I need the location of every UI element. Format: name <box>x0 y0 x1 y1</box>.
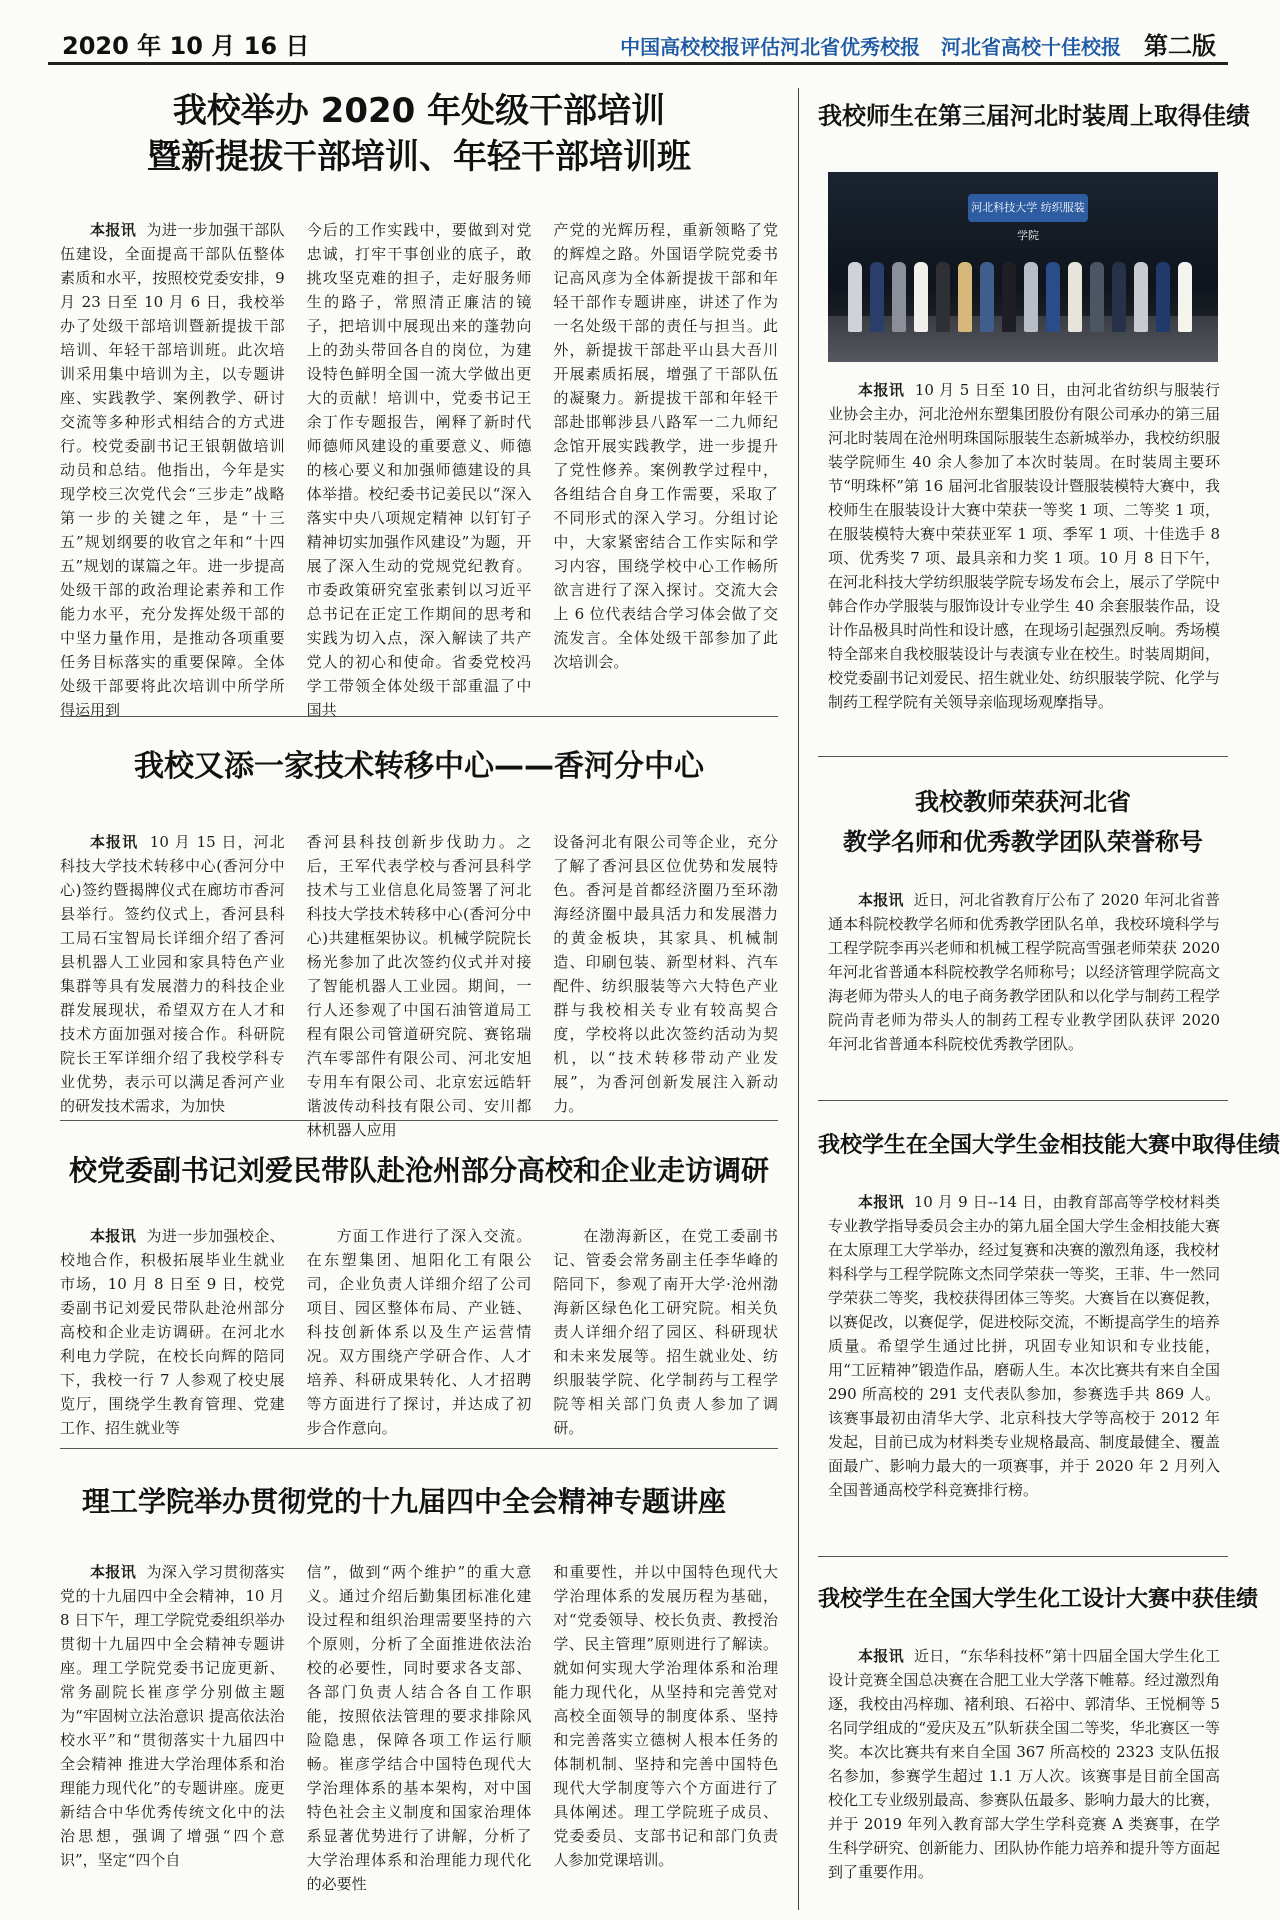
article-metallography-contest <box>818 1126 1280 1166</box>
body-text: 10 月 5 日至 10 日，由河北省纺织与服装行业协会主办，河北沧州东塑集团股份有限公司承办的第三届河北时装周在沧州明珠国际服装生态新城举办，我校纺织服装学院师生 40 余人参加了本次时装周。在时装周主要环节“明珠杯”第 16 届河北省服装设计暨服装模特大赛中，我校师生在服装设计大赛中荣获一等奖 1 项、二等奖 1 项，在服装模特大赛中荣获亚军 1 项、季军 1 项、十佳选手 8 项、优秀奖 7 项、最具亲和力奖 1 项。10 月 8 日下午，在河北科技大学纺织服装学院专场发布会上，展示了学院中韩合作办学服装与服饰设计专业学生 40 余套服装作品，设计作品极具时尚性和设计感，在现场引起强烈反响。秀场模特全部来自我校服装设计与表演专业在校生。时装周期间，校党委副书记刘爱民、招生就业处、纺织服装学院、化学与制药工程学院有关领导亲临现场观摩指导。 <box>828 381 1220 711</box>
body-column-3 <box>553 218 778 722</box>
body-column-2 <box>307 218 532 722</box>
model-figure <box>1068 262 1082 332</box>
source-tag: 本报讯 <box>90 1563 137 1581</box>
article-title-line1: 我校举办 2020 年处级干部培训 <box>172 91 666 131</box>
model-figure <box>980 262 994 332</box>
honor-excellent-paper: 中国高校校报评估河北省优秀校报 <box>620 35 921 59</box>
article-teacher-honors <box>818 782 1228 862</box>
body-text: 今后的工作实践中，要做到对党忠诚，打牢干事创业的底子，敢挑攻坚克难的担子，走好服务师生的路子，常照清正廉洁的镜子，把培训中展现出来的蓬勃向上的劲头带回各自的岗位，为建设特色鲜明全国一流大学做出更大的贡献！培训中，党委书记王余丁作专题报告，阐释了新时代师德师风建设的重要意义、师德的核心要义和加强师德建设的具体举措。校纪委书记姜民以“深入落实中央八项规定精神 以钉钉子精神切实加强作风建设”为题，开展了深入生动的党规党纪教育。市委政策研究室张素钊以习近平总书记在正定工作期间的思考和实践为切入点，深入解读了共产党人的初心和使命。省委党校冯学工带领全体处级干部重温了中国共 <box>306 221 532 719</box>
edition-label: 第二版 <box>1144 32 1216 60</box>
article-title-line1: 我校教师荣获河北省 <box>915 788 1131 816</box>
body-column-2 <box>307 1560 532 1900</box>
article-body <box>60 218 778 719</box>
body-column-3 <box>553 830 778 1142</box>
body-text: 为进一步加强干部队伍建设，全面提高干部队伍整体素质和水平，按照校党委安排，9 月 23 日至 10 月 6 日，我校举办了处级干部培训暨新提拔干部培训、年轻干部培训班。此次培训采用集中培训为主，以专题讲座、实践教学、案例教学、研讨交流等多种形式相结合的方式进行。校党委副书记王银朝做培训动员和总结。他指出，今年是实现学校三次党代会“三步走”战略第一步的关键之年，是“十三五”规划纲要的收官之年和“十四五”规划的谋篇之年。进一步提高处级干部的政治理论素养和工作能力水平，充分发挥处级干部的中坚力量作用，是推动各项重要任务目标落实的重要保障。全体处级干部要将此次培训中所学所得运用到 <box>60 221 285 719</box>
fashion-show-photo <box>828 172 1218 362</box>
section-divider <box>60 716 778 717</box>
article-title: 我校师生在第三届河北时装周上取得佳绩 <box>818 102 1250 130</box>
article-cadre-training <box>60 88 778 180</box>
source-tag: 本报讯 <box>858 891 904 909</box>
section-divider <box>818 756 1228 757</box>
section-divider <box>60 1120 778 1121</box>
body-column-1 <box>60 830 285 1142</box>
article-title: 理工学院举办贯彻党的十九届四中全会精神专题讲座 <box>81 1485 726 1518</box>
model-figure <box>1134 262 1148 332</box>
article-chem-design-contest <box>818 1580 1259 1620</box>
body-column-1 <box>60 1224 285 1440</box>
source-tag: 本报讯 <box>858 1647 904 1665</box>
body-text: 和重要性，并以中国特色现代大学治理体系的发展历程为基础，对“党委领导、校长负责、教授治学、民主管理”原则进行了解读。就如何实现大学治理体系和治理能力现代化，从坚持和完善党对高校全面领导的制度体系、坚持和完善落实立德树人根本任务的体制机制、坚持和完善中国特色现代大学制度等六个方面进行了具体阐述。理工学院班子成员、党委委员、支部书记和部门负责人参加党课培训。 <box>553 1563 778 1869</box>
body-text: 近日，河北省教育厅公布了 2020 年河北省普通本科院校教学名师和优秀教学团队名单，我校环境科学与工程学院李再兴老师和机械工程学院高雪强老师荣获 2020 年河北省普通本科院校教学名师称号；以经济管理学院高文海老师为带头人的电子商务教学团队和以化学与制药工程学院尚青老师为带头人的制药工程专业教学团队获评 2020 年河北省普通本科院校优秀教学团队。 <box>828 891 1220 1053</box>
body-text: 10 月 9 日--14 日，由教育部高等学校材料类专业教学指导委员会主办的第九届全国大学生金相技能大赛在太原理工大学举办，经过复赛和决赛的激烈角逐，我校材料科学与工程学院陈文杰同学荣获一等奖，王菲、牛一然同学荣获二等奖，我校获得团体三等奖。大赛旨在以赛促教，以赛促改，以赛促学，促进校际交流，不断提高学生的培养质量。希望学生通过比拼，巩固专业知识和专业技能，用“工匠精神”锻造作品，磨砺人生。本次比赛共有来自全国 290 所高校的 291 支代表队参加，参赛选手共 869 人。该赛事最初由清华大学、北京科技大学等高校于 2012 年发起，目前已成为材料类专业规格最高、制度最健全、覆盖面最广、影响力最大的一项赛事，并于 2020 年 2 月列入全国普通高校学科竞赛排行榜。 <box>828 1193 1220 1499</box>
masthead <box>48 22 1228 65</box>
article-body <box>828 378 1220 742</box>
article-body <box>60 1560 778 1900</box>
issue-date: 2020 年 10 月 16 日 <box>62 32 310 60</box>
body-text: 10 月 15 日，河北科技大学技术转移中心(香河分中心)签约暨揭牌仪式在廊坊市香河县举行。签约仪式上，香河县科工局石宝智局长详细介绍了香河县机器人工业园和家具特色产业集群等具有发展潜力的科技企业群发展现状，希望双方在人才和技术方面加强对接合作。科研院院长王军详细介绍了我校学科专业优势，表示可以满足香河产业的研发技术需求，为加快 <box>60 833 285 1115</box>
column-divider <box>798 88 799 1910</box>
model-figure <box>1002 262 1016 332</box>
section-divider <box>818 1556 1228 1557</box>
body-column-3 <box>553 1224 778 1440</box>
model-figure <box>936 262 950 332</box>
body-text: 在渤海新区，在党工委副书记、管委会常务副主任李华峰的陪同下，参观了南开大学·沧州渤海新区绿色化工研究院。相关负责人详细介绍了园区、科研现状和未来发展等。招生就业处、纺织服装学院、化学制药与工程学院等相关部门负责人参加了调研。 <box>553 1227 778 1437</box>
article-body <box>60 830 778 1139</box>
model-figure <box>914 262 928 332</box>
university-logo: 河北科技大学 纺织服装学院 <box>968 194 1088 222</box>
source-tag: 本报讯 <box>858 381 905 399</box>
model-figure <box>1178 262 1192 332</box>
source-tag: 本报讯 <box>90 1227 137 1245</box>
body-text: 产党的光辉历程，重新领略了党的辉煌之路。外国语学院党委书记高风彦为全体新提拔干部和年轻干部作专题讲座，讲述了作为一名处级干部的责任与担当。此外，新提拔干部赴平山县大吾川开展素质拓展，增强了干部队伍的凝聚力。新提拔干部和年轻干部赴邯郸涉县八路军一二九师纪念馆开展实践教学，进一步提升了党性修养。案例教学过程中，各组结合自身工作需要，采取了不同形式的深入学习。分组讨论中，大家紧密结合工作实际和学习内容，围绕学校中心工作畅所欲言进行了深入探讨。交流大会上 6 位代表结合学习体会做了交流发言。全体处级干部参加了此次培训会。 <box>553 221 778 671</box>
article-cangzhou-visit <box>60 1150 778 1192</box>
body-column-2 <box>307 830 532 1142</box>
source-tag: 本报讯 <box>90 221 137 239</box>
article-body <box>828 888 1220 1084</box>
model-figure <box>892 262 906 332</box>
honor-top-ten: 河北省高校十佳校报 <box>941 35 1122 59</box>
model-figure <box>1024 262 1038 332</box>
body-text: 为进一步加强校企、校地合作，积极拓展毕业生就业市场，10 月 8 日至 9 日，校党委副书记刘爱民带队赴沧州部分高校和企业走访调研。在河北水利电力学院，在校长向辉的陪同下，我校一行 7 人参观了校史展览厅，围绕学生教育管理、党建工作、招生就业等 <box>60 1227 285 1437</box>
body-text: 设备河北有限公司等企业，充分了解了香河县区位优势和发展特色。香河是首都经济圈乃至环渤海经济圈中最具活力和发展潜力的黄金板块，其家具、机械制造、印刷包装、新型材料、汽车配件、纺织服装等六大特色产业群与我校相关专业有较高契合度，学校将以此次签约活动为契机，以“技术转移带动产业发展”，为香河创新发展注入新动力。 <box>553 833 778 1115</box>
body-column-1 <box>60 1560 285 1900</box>
model-figure <box>1046 262 1060 332</box>
model-figure <box>1090 262 1104 332</box>
body-text: 信”，做到“两个维护”的重大意义。通过介绍后勤集团标准化建设过程和组织治理需要坚持的六个原则，分析了全面推进依法治校的必要性，同时要求各支部、各部门负责人结合各自工作职能，按照依法管理的要求排除风险隐患，保障各项工作运行顺畅。崔彦学结合中国特色现代大学治理体系的基本架构，对中国特色社会主义制度和国家治理体系显著优势进行了讲解，分析了大学治理体系和治理能力现代化的必要性 <box>306 1563 532 1893</box>
article-title: 校党委副书记刘爱民带队赴沧州部分高校和企业走访调研 <box>68 1154 769 1187</box>
body-text: 方面工作进行了深入交流。在东塑集团、旭阳化工有限公司，企业负责人详细介绍了公司项目、园区整体布局、产业链、科技创新体系以及生产运营情况。双方围绕产学研合作、人才培养、科研成果转化、人才招聘等方面进行了探讨，并达成了初步合作意向。 <box>306 1227 532 1437</box>
body-column-2 <box>307 1224 532 1440</box>
model-figure <box>1156 262 1170 332</box>
section-divider <box>60 1448 778 1449</box>
article-fashion-week <box>818 96 1250 136</box>
article-body <box>828 1190 1220 1530</box>
article-title: 我校学生在全国大学生化工设计大赛中获佳绩 <box>818 1587 1259 1612</box>
section-divider <box>818 1100 1228 1101</box>
source-tag: 本报讯 <box>90 833 139 851</box>
body-column-3 <box>553 1560 778 1900</box>
body-text: 香河县科技创新步伐助力。之后，王军代表学校与香河县科学技术与工业信息化局签署了河北科技大学技术转移中心(香河分中心)共建框架协议。机械学院院长杨光参加了此次签约仪式并对接了智能机器人工业园。期间，一行人还参观了中国石油管道局工程有限公司管道研究院、赛铭瑞汽车零部件有限公司、河北安旭专用车有限公司、北京宏远皓轩谐波传动科技有限公司、安川都林机器人应用 <box>306 833 532 1139</box>
article-body <box>60 1224 778 1437</box>
body-text: 为深入学习贯彻落实党的十九届四中全会精神，10 月 8 日下午，理工学院党委组织举办贯彻十九届四中全会精神专题讲座。理工学院党委书记庞更新、常务副院长崔彦学分别做主题为“牢固树立法治意识 提高依法治校水平”和“贯彻落实十九届四中全会精神 推进大学治理体系和治理能力现代化”的专题讲座。庞更新结合中华优秀传统文化中的法治思想，强调了增强“四个意识”，坚定“四个自 <box>60 1563 285 1869</box>
model-figure <box>1112 262 1126 332</box>
article-title: 我校又添一家技术转移中心——香河分中心 <box>134 749 704 784</box>
masthead-honors <box>620 26 1216 61</box>
body-column-1 <box>60 218 285 722</box>
article-title: 我校学生在全国大学生金相技能大赛中取得佳绩 <box>818 1133 1280 1158</box>
article-tech-transfer <box>60 744 778 790</box>
source-tag: 本报讯 <box>858 1193 904 1211</box>
model-figure <box>848 262 862 332</box>
model-figure <box>870 262 884 332</box>
model-figure <box>958 262 972 332</box>
article-body <box>828 1644 1220 1908</box>
article-title-line2: 暨新提拔干部培训、年轻干部培训班 <box>147 137 691 177</box>
body-text: 近日，“东华科技杯”第十四届全国大学生化工设计竞赛全国总决赛在合肥工业大学落下帷幕。经过激烈角逐，我校由冯梓珈、褚利琅、石裕中、郭清华、王悦桐等 5 名同学组成的“爱庆及五”队斩获全国二等奖，华北赛区一等奖。本次比赛共有来自全国 367 所高校的 2323 支队伍报名参加，参赛学生超过 1.1 万人次。该赛事是目前全国高校化工专业级别最高、参赛队伍最多、影响力最大的比赛，并于 2019 年列入教育部大学生学科竞赛 A 类赛事，在学生科学研究、创新能力、团队协作能力培养和提升等方面起到了重要作用。 <box>828 1647 1220 1881</box>
article-title-line2: 教学名师和优秀教学团队荣誉称号 <box>843 828 1203 856</box>
article-plenum-lecture <box>30 1480 778 1524</box>
